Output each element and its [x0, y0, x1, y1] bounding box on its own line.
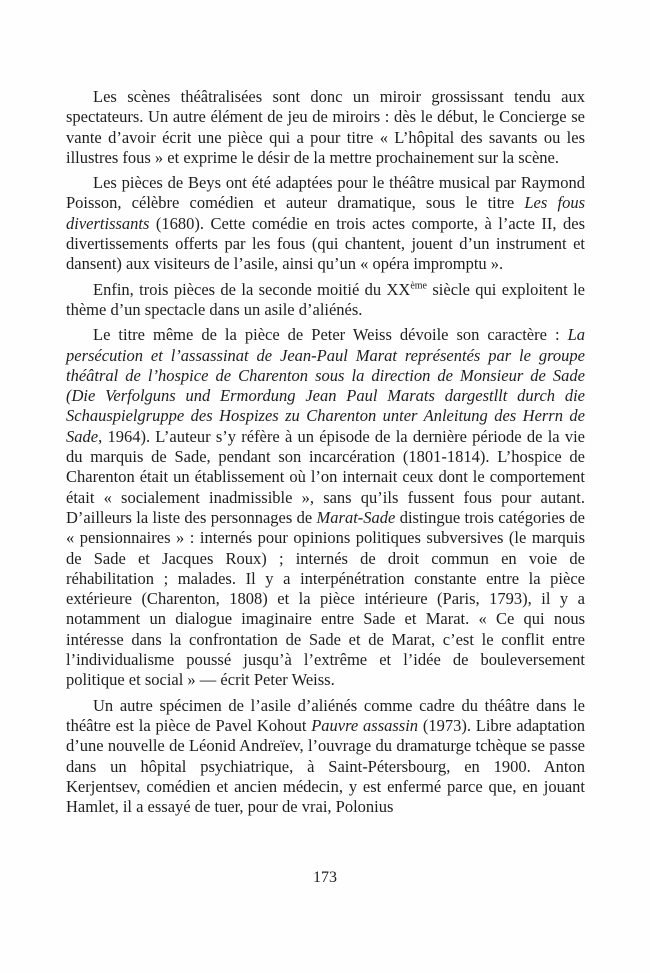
text-run: distingue trois catégories de « pensionnaires » : internés pour opinions politiques subversives (le marquis de Sade et Jacques Roux) ; internés de droit commun en voie de réhabilitation ; malades. Il y a interpénétration constante entre la pièce extérieure (Charenton, 1808) et la pièce intérieure (Paris, 1793), il y a notamment un dialogue imaginaire entre Sade et Marat. « Ce qui nous intéresse dans la confrontation de Sade et de Marat, c’est le conflit entre l’individualisme poussé jusqu’à l’extrême et l’idée de bouleversement politique et social » — écrit Peter Weiss.	[66, 507, 585, 690]
text-run: , 1964). L’auteur s’y réfère à un épisode de la dernière période de la vie du marquis de Sade, pendant son incarcération (1801-1814). L’hospice de Charenton était un établissement où l’on internait ceux dont le comportement était « socialement inadmissible », sans qu’ils fussent fous pour autant. D’ailleurs la liste des personnages de	[66, 426, 585, 527]
body-paragraph	[66, 325, 585, 690]
body-paragraph	[66, 696, 585, 818]
page-number: 173	[313, 869, 337, 886]
text-run: (1680). Cette comédie en trois actes comporte, à l’acte II, des divertissements offerts par les fous (qui chantent, jouent d’un instrument et dansent) aux visiteurs de l’asile, ainsi qu’un « opéra impromptu ».	[66, 213, 585, 274]
body-paragraph	[66, 280, 585, 321]
body-paragraph	[66, 173, 585, 274]
text-run: siècle qui exploitent le thème d’un spectacle dans un asile d’aliénés.	[66, 279, 585, 319]
italic-title-run: La persécution et l’assassinat de Jean-Paul Marat représentés par le groupe théâtral de l’hospice de Charenton sous la direction de Monsieur de Sade (Die Verfolguns und Ermordung Jean Paul Marats dargestllt durch die Schauspielgruppe des Hospizes zu Charenton unter Anleitung des Herrn de Sade	[66, 325, 585, 446]
italic-title-run: Pauvre assassin	[311, 715, 419, 735]
superscript-ordinal: ème	[410, 280, 427, 292]
italic-title-run: Marat-Sade	[316, 507, 396, 527]
text-run: Le titre même de la pièce de Peter Weiss dévoile son caractère :	[93, 325, 568, 345]
body-paragraph	[66, 87, 585, 168]
text-run: Un autre spécimen de l’asile d’aliénés comme cadre du théâtre dans le théâtre est la pièce de Pavel Kohout	[66, 695, 585, 735]
text-block	[66, 87, 585, 817]
text-run: Les scènes théâtralisées sont donc un miroir grossissant tendu aux spectateurs. Un autre élément de jeu de miroirs : dès le début, le Concierge se vante d’avoir écrit une pièce qui a pour titre « L’hôpital des savants ou les illustres fous » et exprime le désir de la mettre prochainement sur la scène.	[66, 87, 585, 167]
text-run: Enfin, trois pièces de la seconde moitié du XX	[93, 279, 411, 299]
italic-title-run: Les fous divertissants	[66, 193, 585, 233]
text-run: (1973). Libre adaptation d’une nouvelle de Léonid Andreïev, l’ouvrage du dramaturge tchèque se passe dans un hôpital psychiatrique, à Saint-Pétersbourg, en 1900. Anton Kerjentsev, comédien et ancien médecin, y est enfermé parce que, en jouant Hamlet, il a essayé de tuer, pour de vrai, Polonius	[66, 715, 586, 817]
text-run: Les pièces de Beys ont été adaptées pour le théâtre musical par Raymond Poisson, célèbre comédien et auteur dramatique, sous le titre	[66, 173, 585, 213]
